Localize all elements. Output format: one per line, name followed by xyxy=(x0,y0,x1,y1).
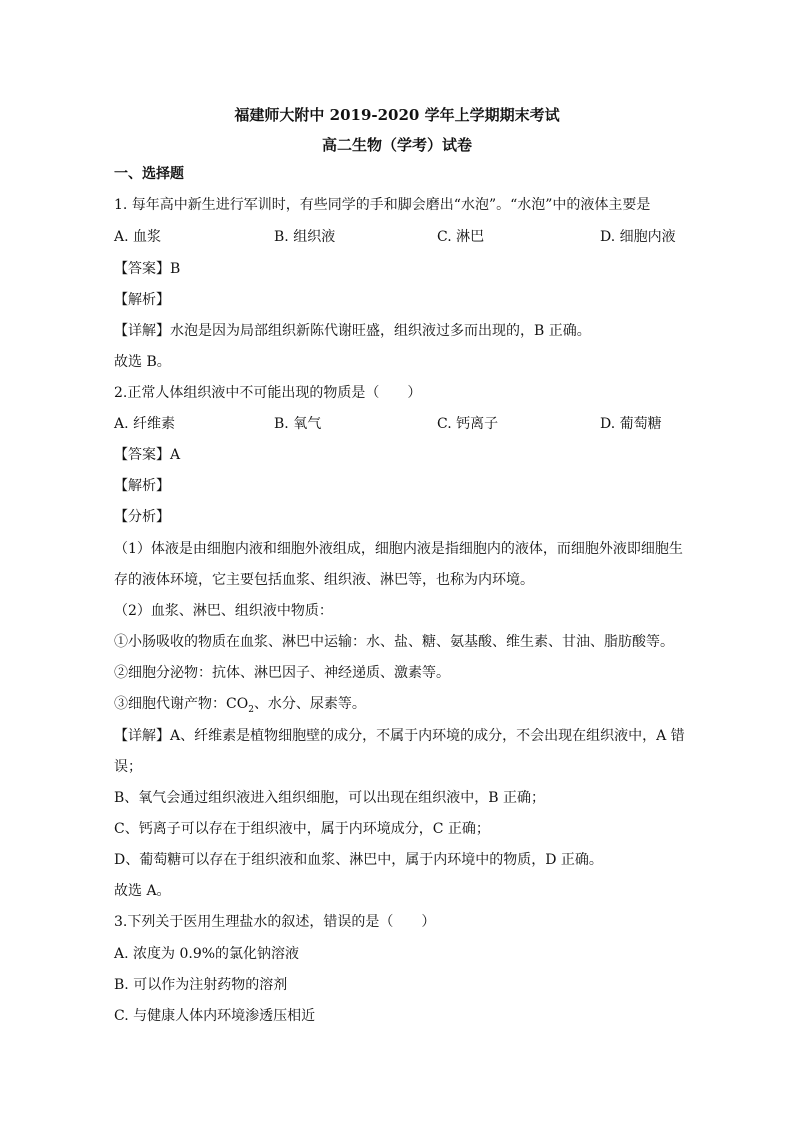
question-3-stem: 3.下列关于医用生理盐水的叙述，错误的是（ ） xyxy=(114,914,436,930)
co2-subscript: 2 xyxy=(248,704,254,715)
detail-a-line-1: 【详解】A、纤维素是植物细胞壁的成分，不属于内环境的成分，不会出现在组织液中，A 错 xyxy=(114,728,685,744)
exam-subtitle: 高二生物（学考）试卷 xyxy=(321,136,472,154)
question-1-stem: 1. 每年高中新生进行军训时，有些同学的手和脚会磨出“水泡”。“水泡”中的液体主要是 xyxy=(114,197,651,213)
question-2-conclusion: 故选 A。 xyxy=(114,883,171,899)
section-heading: 一、选择题 xyxy=(114,166,184,182)
analysis-point-3-text: ③细胞代谢产物：CO xyxy=(114,696,249,712)
question-2-stem: 2.正常人体组织液中不可能出现的物质是（ ） xyxy=(114,385,422,401)
question-1-conclusion: 故选 B。 xyxy=(114,354,171,370)
option-c: C. 淋巴 xyxy=(437,229,485,245)
question-2-fenxi-label: 【分析】 xyxy=(114,509,170,525)
detail-d: D、葡萄糖可以存在于组织液和血浆、淋巴中，属于内环境中的物质，D 正确。 xyxy=(114,852,603,868)
analysis-paragraph-1-line-2: 存的液体环境，它主要包括血浆、组织液、淋巴等，也称为内环境。 xyxy=(114,572,534,588)
option-a: A. 纤维素 xyxy=(114,416,176,432)
question-1-answer: 【答案】B xyxy=(114,261,181,277)
question-3-option-b: B. 可以作为注射药物的溶剂 xyxy=(114,977,288,993)
question-3-option-c: C. 与健康人体内环境渗透压相近 xyxy=(114,1008,316,1024)
analysis-point-2: ②细胞分泌物：抗体、淋巴因子、神经递质、激素等。 xyxy=(114,665,450,681)
question-2-answer: 【答案】A xyxy=(114,447,181,463)
analysis-paragraph-1-line-1: （1）体液是由细胞内液和细胞外液组成，细胞内液是指细胞内的液体，而细胞外液即细胞生 xyxy=(114,541,683,557)
question-1-detail: 【详解】水泡是因为局部组织新陈代谢旺盛，组织液过多而出现的，B 正确。 xyxy=(114,323,591,339)
analysis-point-3-text-end: 、水分、尿素等。 xyxy=(253,696,366,712)
detail-c: C、钙离子可以存在于组织液中，属于内环境成分，C 正确； xyxy=(114,821,490,837)
analysis-point-1: ①小肠吸收的物质在血浆、淋巴中运输：水、盐、糖、氨基酸、维生素、甘油、脂肪酸等。 xyxy=(114,634,674,650)
analysis-point-3 xyxy=(114,695,684,719)
option-d: D. 细胞内液 xyxy=(600,229,676,245)
question-1-analysis-label: 【解析】 xyxy=(114,292,170,308)
detail-a-line-2: 误； xyxy=(114,759,142,775)
option-c: C. 钙离子 xyxy=(437,416,499,432)
question-2-analysis-label: 【解析】 xyxy=(114,478,170,494)
option-b: B. 组织液 xyxy=(274,229,336,245)
question-3-option-a: A. 浓度为 0.9%的氯化钠溶液 xyxy=(114,946,300,962)
exam-title: 福建师大附中 2019-2020 学年上学期期末考试 xyxy=(234,106,560,124)
detail-b: B、氧气会通过组织液进入组织细胞，可以出现在组织液中，B 正确； xyxy=(114,790,546,806)
analysis-paragraph-2: （2）血浆、淋巴、组织液中物质： xyxy=(114,603,333,619)
option-b: B. 氧气 xyxy=(274,416,322,432)
option-d: D. 葡萄糖 xyxy=(600,416,662,432)
option-a: A. 血浆 xyxy=(114,229,162,245)
